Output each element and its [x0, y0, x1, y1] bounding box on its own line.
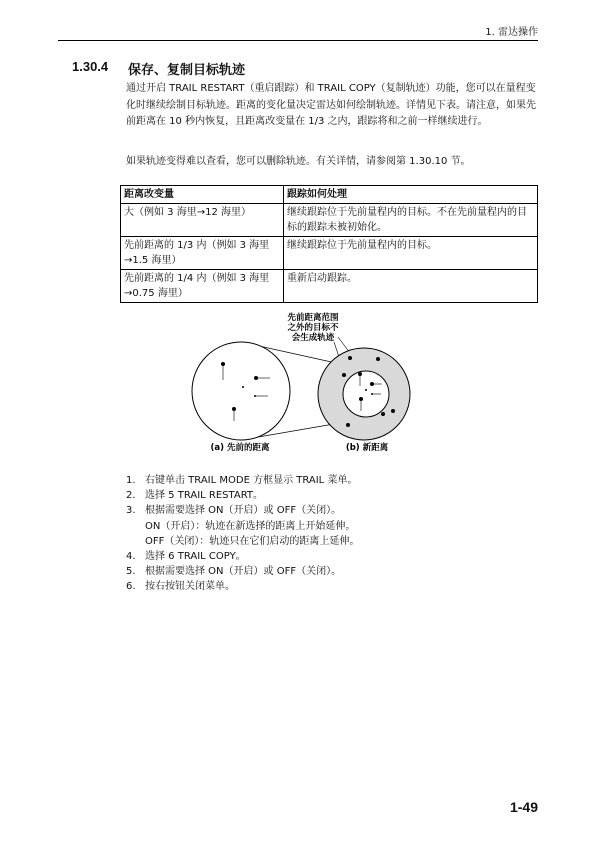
target-dot: [348, 356, 352, 360]
header-rule: [58, 40, 538, 41]
target-dot: [221, 362, 225, 366]
target-dot: [370, 382, 374, 386]
step-text: ON（开启）：轨迹在新选择的距离上开始延伸。: [145, 520, 356, 532]
trail-range-figure: [0, 300, 595, 460]
table-row: [121, 237, 538, 270]
section-title: 保存、复制目标轨迹: [128, 63, 246, 78]
step-text: 按右按钮关闭菜单。: [145, 581, 235, 593]
previous-range-circle: [192, 342, 290, 440]
list-item: [126, 488, 546, 503]
page-number: 1-49: [509, 799, 538, 815]
table-header-cell: 跟踪如何处理: [284, 186, 538, 204]
intro-paragraph: 通过开启 TRAIL RESTART（重启跟踪）和 TRAIL COPY（复制轨迹）功能，您可以在量程变化时继续绘制目标轨迹。距离的变化量决定雷达如何绘制轨迹。详情见下表。请注意，如果先前距离在 10 秒内恢复，且距离改变量在 1/3 之内，跟踪将和之前一样继续进行。: [126, 83, 536, 127]
table-row: [121, 270, 538, 303]
caption-new-range: (b) 新距离: [345, 443, 389, 453]
chapter-header: 1. 雷达操作: [485, 27, 538, 38]
list-item: [126, 534, 546, 549]
target-dot: [342, 373, 346, 377]
step-number: 1.: [126, 475, 136, 486]
range-change-table: [120, 185, 538, 303]
target-dot: [254, 395, 256, 397]
step-number: 4.: [126, 551, 136, 563]
callout-line-2: 之外的目标不: [287, 323, 339, 333]
target-dot: [376, 357, 380, 361]
table-header-row: [121, 186, 538, 204]
table-cell: 继续跟踪位于先前量程内的目标。不在先前量程内的目标的跟踪未被初始化。: [284, 204, 538, 237]
list-item: [126, 549, 546, 564]
target-dot: [254, 376, 258, 380]
step-text: 选择 6 TRAIL COPY。: [145, 551, 246, 563]
step-number: 6.: [126, 581, 136, 593]
step-number: 5.: [126, 566, 136, 578]
new-range-inner-circle: [343, 371, 389, 417]
target-dot: [359, 397, 363, 401]
step-text: 右键单击 TRAIL MODE 方框显示 TRAIL 菜单。: [145, 475, 358, 486]
section-number: 1.30.4: [72, 59, 109, 74]
list-item: [126, 473, 546, 488]
list-item: [126, 564, 546, 579]
table-row: [121, 204, 538, 237]
list-item: [126, 579, 546, 594]
table-header-cell: 距离改变量: [121, 186, 284, 204]
list-item: [126, 519, 546, 534]
target-dot: [358, 372, 362, 376]
delete-trail-paragraph: 如果轨迹变得难以查看，您可以删除轨迹。有关详情，请参阅第 1.30.10 节。: [126, 156, 471, 167]
step-text: 根据需要选择 ON（开启）或 OFF（关闭）。: [145, 505, 342, 517]
own-ship-dot: [365, 389, 367, 391]
table-cell: 先前距离的 1/3 内（例如 3 海里→1.5 海里）: [121, 237, 284, 270]
caption-previous-range: (a) 先前的距离: [210, 443, 270, 453]
list-item: [126, 503, 546, 518]
step-text: OFF（关闭）：轨迹只在它们启动的距离上延伸。: [145, 535, 360, 547]
step-number: 3.: [126, 505, 136, 517]
target-dot: [232, 407, 236, 411]
procedure-steps: [126, 473, 546, 595]
step-number: 2.: [126, 490, 136, 502]
own-ship-dot: [242, 386, 244, 388]
target-dot: [391, 409, 395, 413]
table-cell: 继续跟踪位于先前量程内的目标。: [284, 237, 538, 270]
target-dot: [381, 412, 385, 416]
step-text: 选择 5 TRAIL RESTART。: [145, 490, 264, 502]
table-cell: 先前距离的 1/4 内（例如 3 海里→0.75 海里）: [121, 270, 284, 303]
table-cell: 大（例如 3 海里→12 海里）: [121, 204, 284, 237]
callout-line-3: 会生成轨迹: [291, 333, 335, 343]
step-text: 根据需要选择 ON（开启）或 OFF（关闭）。: [145, 566, 342, 578]
target-dot: [346, 423, 350, 427]
target-dot: [371, 393, 373, 395]
callout-line-1: 先前距离范围: [287, 313, 339, 323]
table-cell: 重新启动跟踪。: [284, 270, 538, 303]
